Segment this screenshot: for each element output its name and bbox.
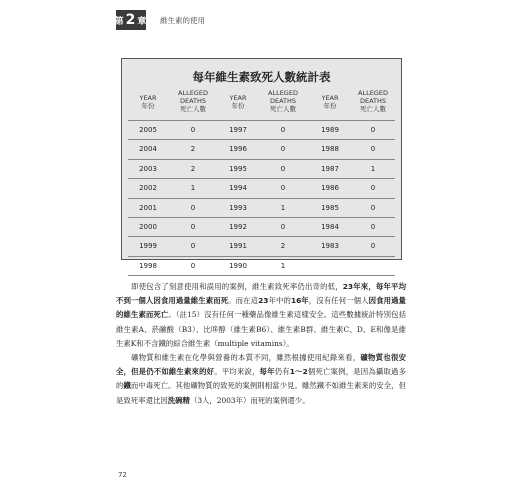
- table-row: [122, 257, 401, 276]
- header-year-en: YEAR: [321, 94, 339, 102]
- header-year-zh: 年份: [231, 102, 245, 110]
- table-title: 每年維生素致死人數統計表: [192, 70, 331, 84]
- year-cell: 1989: [321, 126, 339, 134]
- header-year-zh: 年份: [141, 102, 155, 110]
- deaths-cell: 0: [370, 126, 376, 134]
- deaths-cell: 1: [190, 184, 196, 193]
- emphasis: 洗碗精: [167, 395, 190, 405]
- header-deaths-zh: 死亡人數: [270, 105, 296, 113]
- year-cell: 2000: [139, 223, 157, 231]
- year-cell: 2005: [139, 126, 157, 134]
- header-deaths-en-2: DEATHS: [269, 97, 297, 105]
- page-number: 72: [118, 471, 127, 479]
- text: （3人，2003年）而死的案例還少。: [189, 395, 310, 405]
- chapter-prefix: 第: [114, 16, 125, 27]
- deaths-cell: 0: [190, 223, 196, 231]
- deaths-cell: 0: [370, 223, 376, 231]
- table-row: [122, 199, 401, 218]
- header-deaths-en-2: DEATHS: [179, 97, 207, 105]
- year-cell: 1984: [321, 223, 339, 231]
- table-row: [122, 179, 401, 198]
- deaths-cell: 2: [190, 164, 196, 173]
- year-cell: 1997: [229, 126, 247, 134]
- deaths-cell: 0: [280, 145, 286, 154]
- year-cell: 1987: [321, 164, 339, 173]
- text: 。（註15）沒有任何一種藥品像維生素這樣安全。這些數據統計特別包括維生素A、菸鹼酸（B3）、比哆醇（維生素B6）、維生素B群、維生素C、D、E和像是維生素K和不含鐵的綜合維生素（multiple vitamins）。: [116, 310, 406, 348]
- text: 礦物質和維生素在化學與營養的本質不同，雖然根據使用紀錄來看，: [131, 353, 361, 363]
- year-cell: 1993: [229, 203, 247, 212]
- deaths-cell: 1: [280, 261, 286, 270]
- chapter-title: 維生素的使用: [160, 16, 205, 25]
- year-cell: 2002: [139, 184, 157, 193]
- deaths-cell: 0: [190, 126, 196, 134]
- year-cell: 1990: [229, 261, 247, 270]
- header-deaths-en-1: ALLEGED: [268, 89, 298, 97]
- year-cell: 1991: [229, 242, 247, 251]
- emphasis: 23: [258, 296, 269, 306]
- emphasis: 因食用過量的維生素而死亡: [116, 296, 406, 320]
- table-row: [122, 160, 401, 179]
- year-cell: 1992: [229, 223, 247, 231]
- header-deaths-2: [257, 89, 309, 113]
- year-cell: 2001: [139, 203, 157, 212]
- table-row: [122, 140, 401, 159]
- year-cell: 1999: [139, 242, 157, 251]
- header-year-zh: 年份: [323, 102, 337, 110]
- deaths-cell: 0: [190, 203, 196, 212]
- text: 即使包含了刻意使用和誤用的案例，維生素致死率仍出奇的低，: [131, 282, 343, 291]
- deaths-cell: 0: [190, 261, 196, 270]
- text: 仍有: [274, 367, 290, 377]
- text: 。而在這: [228, 296, 259, 306]
- emphasis: 鐵: [123, 381, 131, 391]
- year-cell: 1995: [229, 164, 247, 173]
- header-deaths-en-1: ALLEGED: [358, 89, 388, 97]
- table-row: [122, 218, 401, 237]
- deaths-cell: 0: [280, 184, 286, 193]
- table-row: [122, 121, 401, 140]
- table-row: [122, 237, 401, 256]
- header-deaths-zh: 死亡人數: [360, 105, 386, 113]
- header-deaths-zh: 死亡人數: [180, 105, 206, 113]
- chapter-suffix: 章: [137, 16, 148, 27]
- text: 。平均來說，: [214, 367, 260, 377]
- year-cell: 1994: [229, 184, 247, 193]
- year-cell: 1998: [139, 261, 157, 270]
- deaths-cell: 0: [370, 184, 376, 193]
- header-year-en: YEAR: [139, 94, 157, 102]
- deaths-cell: 0: [370, 145, 376, 154]
- year-cell: 1996: [229, 145, 247, 154]
- emphasis: 23年來，每年平均不到一個人因食用過量維生素而死: [116, 282, 406, 306]
- text: 而中毒死亡。其他礦物質的致死的案例則相當少見。雖然鐵不如維生素來的安全，但是致死率還比因: [116, 381, 406, 405]
- deaths-cell: 0: [190, 242, 196, 251]
- statistics-table: [121, 58, 402, 270]
- deaths-cell: 1: [370, 164, 376, 173]
- text: 個死亡案例，是因為攝取過多的: [116, 367, 406, 391]
- header-deaths-3: [347, 89, 399, 113]
- header-deaths-en-1: ALLEGED: [178, 89, 208, 97]
- row-rule: [128, 275, 395, 276]
- deaths-cell: 2: [190, 145, 196, 154]
- year-cell: 1985: [321, 203, 339, 212]
- emphasis: 每年: [259, 367, 275, 377]
- emphasis: 1～2: [289, 367, 308, 377]
- emphasis: 16年: [290, 296, 309, 306]
- chapter-number: 2: [125, 12, 137, 28]
- deaths-cell: 0: [370, 203, 376, 212]
- text: ，沒有任何一個人: [308, 296, 369, 306]
- text: 年中的: [268, 296, 291, 306]
- year-cell: 1988: [321, 145, 339, 154]
- emphasis: 礦物質也很安全，但是仍不如維生素來的好: [116, 353, 406, 377]
- deaths-cell: 0: [370, 242, 376, 251]
- year-cell: 1983: [321, 242, 339, 251]
- paragraph-2: [116, 351, 406, 408]
- deaths-cell: 1: [280, 203, 286, 212]
- year-cell: 2003: [139, 164, 157, 173]
- deaths-cell: 2: [280, 242, 286, 251]
- year-cell: 1986: [321, 184, 339, 193]
- article-body: [116, 280, 406, 408]
- paragraph-1: [116, 280, 406, 351]
- deaths-cell: 0: [280, 164, 286, 173]
- year-cell: 2004: [139, 145, 157, 154]
- deaths-cell: 0: [280, 126, 286, 134]
- deaths-cell: 0: [280, 223, 286, 231]
- header-year-en: YEAR: [229, 94, 247, 102]
- chapter-tab: [116, 10, 146, 30]
- header-deaths-en-2: DEATHS: [359, 97, 387, 105]
